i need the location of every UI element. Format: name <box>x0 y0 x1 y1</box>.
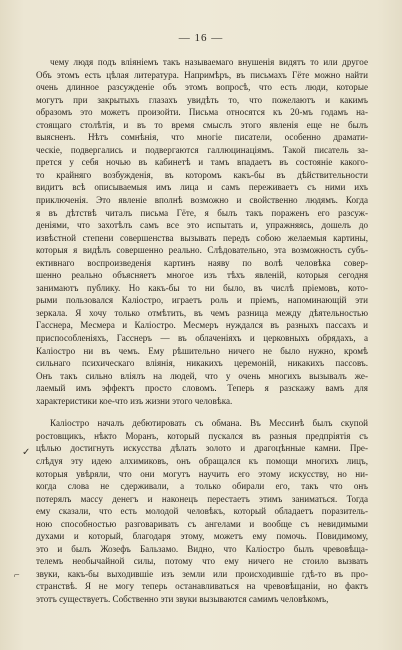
paragraph-2 <box>36 417 368 605</box>
text-line: которыя увѣряли, что они могутъ научить его этому искусству, но ни- <box>36 468 368 479</box>
text-line: ективнаго воспроизведенія картинъ наяву по волѣ человѣка совер- <box>36 257 368 268</box>
text-line: лаемый имъ эффектъ просто словомъ. Теперь я разскажу вамъ для <box>36 383 368 394</box>
text-line: деніями, что захотѣлъ самъ все это испытать и, упражняясь, дошелъ до <box>36 220 368 231</box>
text-line: Объ этомъ есть цѣлая литература. Напримѣръ, въ письмахъ Гёте можно найти <box>36 69 368 80</box>
text-line: ростовщикъ, нѣкто Моранъ, который пускался въ разныя предпріятія съ <box>36 430 368 441</box>
text-line: Онъ такъ сильно вліялъ на людей, что у очень многихъ вызывалъ же- <box>36 370 368 381</box>
text-line: слѣдуя эту идею алхимиковъ, онъ обращался къ помощи многихъ лицъ, <box>36 455 368 466</box>
text-line: видитъ всѣ описываемыя имъ лица и самъ переживаетъ съ ними ихъ <box>36 182 368 193</box>
text-line: Гасснера, Месмера и Каліостро. Месмеръ нуждался въ разныхъ пассахъ и <box>36 320 368 331</box>
text-line: чему людя подъ вліяніемъ такъ называемаго внушенія видятъ то или другое <box>50 57 368 67</box>
text-line: я въ дѣтствѣ читалъ письма Гёте, я былъ такъ пораженъ его разсуж- <box>36 207 368 218</box>
text-line: рыми пользовался Каліостро, играетъ роль и пріемъ, напоминающій эти <box>36 295 368 306</box>
text-line: ческіе, подвергались и подвергаются галлюцинаціямъ. Такой писатель за- <box>36 144 368 155</box>
text-line: могутъ при закрытыхъ глазахъ увидѣть то, что пожелаютъ и какимъ <box>36 94 368 105</box>
body-text <box>36 56 368 606</box>
text-line: духами и который, благодаря этому, можетъ ему помочь. Повидимому, <box>36 531 368 542</box>
text-line: шенно реально объясняетъ многое изъ тѣхъ явленій, которыя сегодня <box>36 270 368 281</box>
paragraph-1 <box>36 56 368 407</box>
text-line: Каліостро началъ дебютировать съ обмана. Въ Мессинѣ былъ скупой <box>50 418 368 429</box>
text-line: занимаютъ публику. Но какъ-бы то ни было, въ числѣ пріемовъ, кото- <box>36 282 368 293</box>
text-line: Каліостро ни въ чемъ. Ему рѣшительно ничего не было нужно, кромѣ <box>36 345 368 356</box>
text-line: звуки, какъ-бы выходившіе изъ земли или происходившіе гдѣ-то въ про- <box>36 568 368 579</box>
text-line: стоящаго столѣтія, и въ то время смыслъ этого явленія еще не былъ <box>36 119 368 130</box>
paragraph-gap <box>36 407 368 417</box>
text-line: потерялъ массу денегъ и наконецъ перестаетъ этимъ заниматься. Тогда <box>36 493 368 504</box>
text-line: приспособленіяхъ, Гасснеръ — въ облаченіяхъ и церковныхъ обрядахъ, а <box>36 333 368 344</box>
text-line: цѣлью достигнуть искусства дѣлать золото и драгоцѣнные камни. Пре- <box>36 443 368 454</box>
margin-check-mark: ✓ <box>22 447 31 458</box>
text-line: прется у себя ночью въ кабинетѣ и тамъ впадаетъ въ состояніе какого- <box>36 157 368 168</box>
margin-bracket-mark: ⌐ <box>14 570 20 581</box>
text-line: этотъ существуетъ. Собственно эти звуки вызываются самимъ человѣкомъ, <box>36 593 329 604</box>
text-line: ною способностью разговаривать съ ангелами и вообще съ невидимыми <box>36 518 368 529</box>
text-line: которыя я видѣлъ совершенно реально. Слѣдовательно, эта возможность субъ- <box>36 245 368 256</box>
text-line: когда слова не сдерживали, а только обирали его, такъ что онъ <box>36 481 368 492</box>
text-line: зеркала. Я хочу только отмѣтить, въ чемъ разница между дѣятельностью <box>36 307 368 318</box>
text-line: телемъ необычайной силы, потому что ему ничего не стоило вызвать <box>36 556 368 567</box>
text-line: выясненъ. Нѣтъ сомнѣнія, что многіе писатели, особенно драмати- <box>36 132 368 143</box>
text-line: приключенія. Это явленіе вполнѣ возможно и свойственно людямъ. Когда <box>36 195 368 206</box>
text-line: ему сказали, что есть молодой человѣкъ, который обладаетъ поразитель- <box>36 506 368 517</box>
page-number: — 16 — <box>178 32 224 44</box>
text-line: очень длинное разсужденіе объ этомъ вопросѣ, что есть люди, которые <box>36 82 368 93</box>
text-line: образомъ это можетъ произойти. Письма относятся къ 20-мъ годамъ на- <box>36 107 368 118</box>
text-line: извѣстной степени совершенства вызывать передъ собою желаемыя картины, <box>36 232 368 243</box>
text-line: характеристики кое-что изъ жизни этого человѣка. <box>36 395 233 406</box>
text-line: это и былъ Жозефъ Бальзамо. Видно, что Каліостро былъ чревовѣща- <box>36 543 368 554</box>
text-line: сильнаго психическаго вліянія, никакихъ церемоній, никакихъ пассовъ. <box>36 358 368 369</box>
text-line: странствѣ. Я не могу теперь останавливаться на чревовѣщаніи, но фактъ <box>36 581 368 592</box>
text-line: то крайняго возбужденія, въ которомъ какъ-бы въ дѣйствительности <box>36 169 368 180</box>
